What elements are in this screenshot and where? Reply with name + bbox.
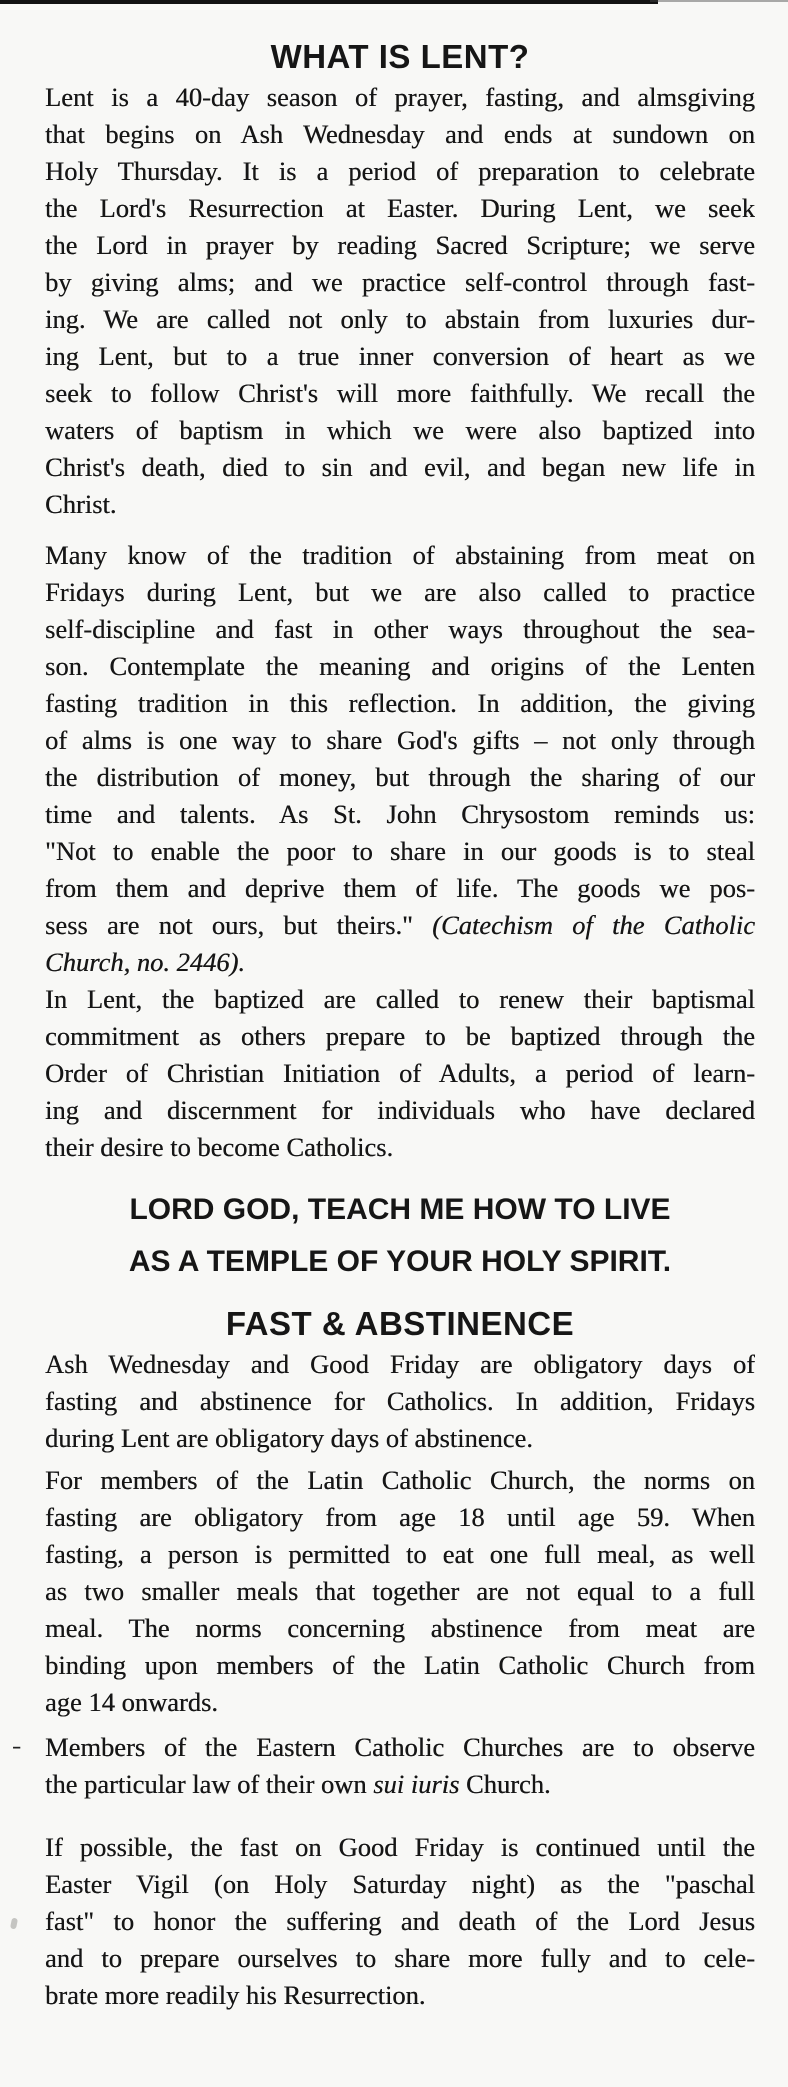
text-line: Order of Christian Initiation of Adults, a period of learn-: [45, 1058, 755, 1088]
text-line: by giving alms; and we practice self-control through fast-: [45, 267, 755, 297]
text-line: LORD GOD, TEACH ME HOW TO LIVE: [129, 1193, 671, 1226]
text-line: For members of the Latin Catholic Church, the norms on: [45, 1465, 755, 1495]
text-line: brate more readily his Resurrection.: [45, 1980, 426, 2010]
text-line: Members of the Eastern Catholic Churches are to observe: [45, 1732, 755, 1762]
what-is-lent-heading: WHAT IS LENT?: [270, 38, 530, 75]
text-line: ing. We are called not only to abstain from luxuries dur-: [45, 304, 755, 334]
text-line: Many know of the tradition of abstaining from meat on: [45, 540, 755, 570]
margin-dash: -: [12, 1735, 22, 1758]
text-line: the distribution of money, but through the sharing of our: [45, 762, 755, 792]
text-line: fasting and abstinence for Catholics. In addition, Fridays: [45, 1386, 755, 1416]
text-line: and to prepare ourselves to share more fully and to cele-: [45, 1943, 755, 1973]
text-line: commitment as others prepare to be baptized through the: [45, 1021, 755, 1051]
text-line: fasting, a person is permitted to eat one full meal, as well: [45, 1539, 755, 1569]
text-line: waters of baptism in which we were also baptized into: [45, 415, 755, 445]
text-line: the particular law of their own sui iuris Church.: [45, 1769, 551, 1799]
text-line: In Lent, the baptized are called to renew their baptismal: [45, 984, 755, 1014]
text-line: "Not to enable the poor to share in our goods is to steal: [45, 836, 755, 866]
text-line: fasting tradition in this reflection. In addition, the giving: [45, 688, 755, 718]
text-line: of alms is one way to share God's gifts – not only through: [45, 725, 755, 755]
text-line: fast" to honor the suffering and death of the Lord Jesus: [45, 1906, 755, 1936]
scan-artifact-top-bar: [0, 0, 658, 4]
prayer-heading: [45, 1184, 755, 1288]
text-line: their desire to become Catholics.: [45, 1132, 394, 1162]
latin-church-norms-paragraph: [45, 1462, 755, 1721]
text-line: Holy Thursday. It is a period of preparation to celebrate: [45, 156, 755, 186]
scan-artifact-top-bar-fade: [650, 0, 788, 2]
text-line: fasting are obligatory from age 18 until age 59. When: [45, 1502, 755, 1532]
text-line: ing Lent, but to a true inner conversion of heart as we: [45, 341, 755, 371]
text-line: seek to follow Christ's will more faithfully. We recall the: [45, 378, 755, 408]
text-line: Christ.: [45, 489, 117, 519]
lenten-tradition-paragraph: [45, 537, 755, 981]
text-line: binding upon members of the Latin Catholic Church from: [45, 1650, 755, 1680]
document-text: [0, 36, 788, 2014]
text-line: as two smaller meals that together are not equal to a full: [45, 1576, 755, 1606]
text-line: ing and discernment for individuals who have declared: [45, 1095, 755, 1125]
text-line: that begins on Ash Wednesday and ends at sundown on: [45, 119, 755, 149]
fast-abstinence-heading: FAST & ABSTINENCE: [225, 1305, 575, 1342]
text-line: time and talents. As St. John Chrysostom reminds us:: [45, 799, 755, 829]
text-line: If possible, the fast on Good Friday is continued until the: [45, 1832, 755, 1862]
text-line: self-discipline and fast in other ways throughout the sea-: [45, 614, 755, 644]
text-line: Lent is a 40-day season of prayer, fasting, and almsgiving: [45, 82, 755, 112]
text-line: from them and deprive them of life. The goods we pos-: [45, 873, 755, 903]
text-line: Church, no. 2446).: [45, 947, 245, 977]
text-line: age 14 onwards.: [45, 1687, 218, 1717]
text-line: son. Contemplate the meaning and origins of the Lenten: [45, 651, 755, 681]
lent-intro-paragraph: [45, 79, 755, 523]
text-line: Christ's death, died to sin and evil, and began new life in: [45, 452, 755, 482]
text-line: Easter Vigil (on Holy Saturday night) as the "paschal: [45, 1869, 755, 1899]
text-line: Fridays during Lent, but we are also called to practice: [45, 577, 755, 607]
text-line: Ash Wednesday and Good Friday are obligatory days of: [45, 1349, 755, 1379]
text-line: the Lord in prayer by reading Sacred Scripture; we serve: [45, 230, 755, 260]
paschal-fast-paragraph: [45, 1829, 755, 2014]
obligatory-days-paragraph: [45, 1346, 755, 1457]
text-line: the Lord's Resurrection at Easter. During Lent, we seek: [45, 193, 755, 223]
text-line: meal. The norms concerning abstinence from meat are: [45, 1613, 755, 1643]
eastern-churches-paragraph: [12, 1729, 755, 1803]
text-line: during Lent are obligatory days of abstinence.: [45, 1423, 533, 1453]
baptismal-commitment-paragraph: [45, 981, 755, 1166]
text-line: sess are not ours, but theirs." (Catechism of the Catholic: [45, 910, 755, 940]
text-line: AS A TEMPLE OF YOUR HOLY SPIRIT.: [128, 1245, 672, 1278]
